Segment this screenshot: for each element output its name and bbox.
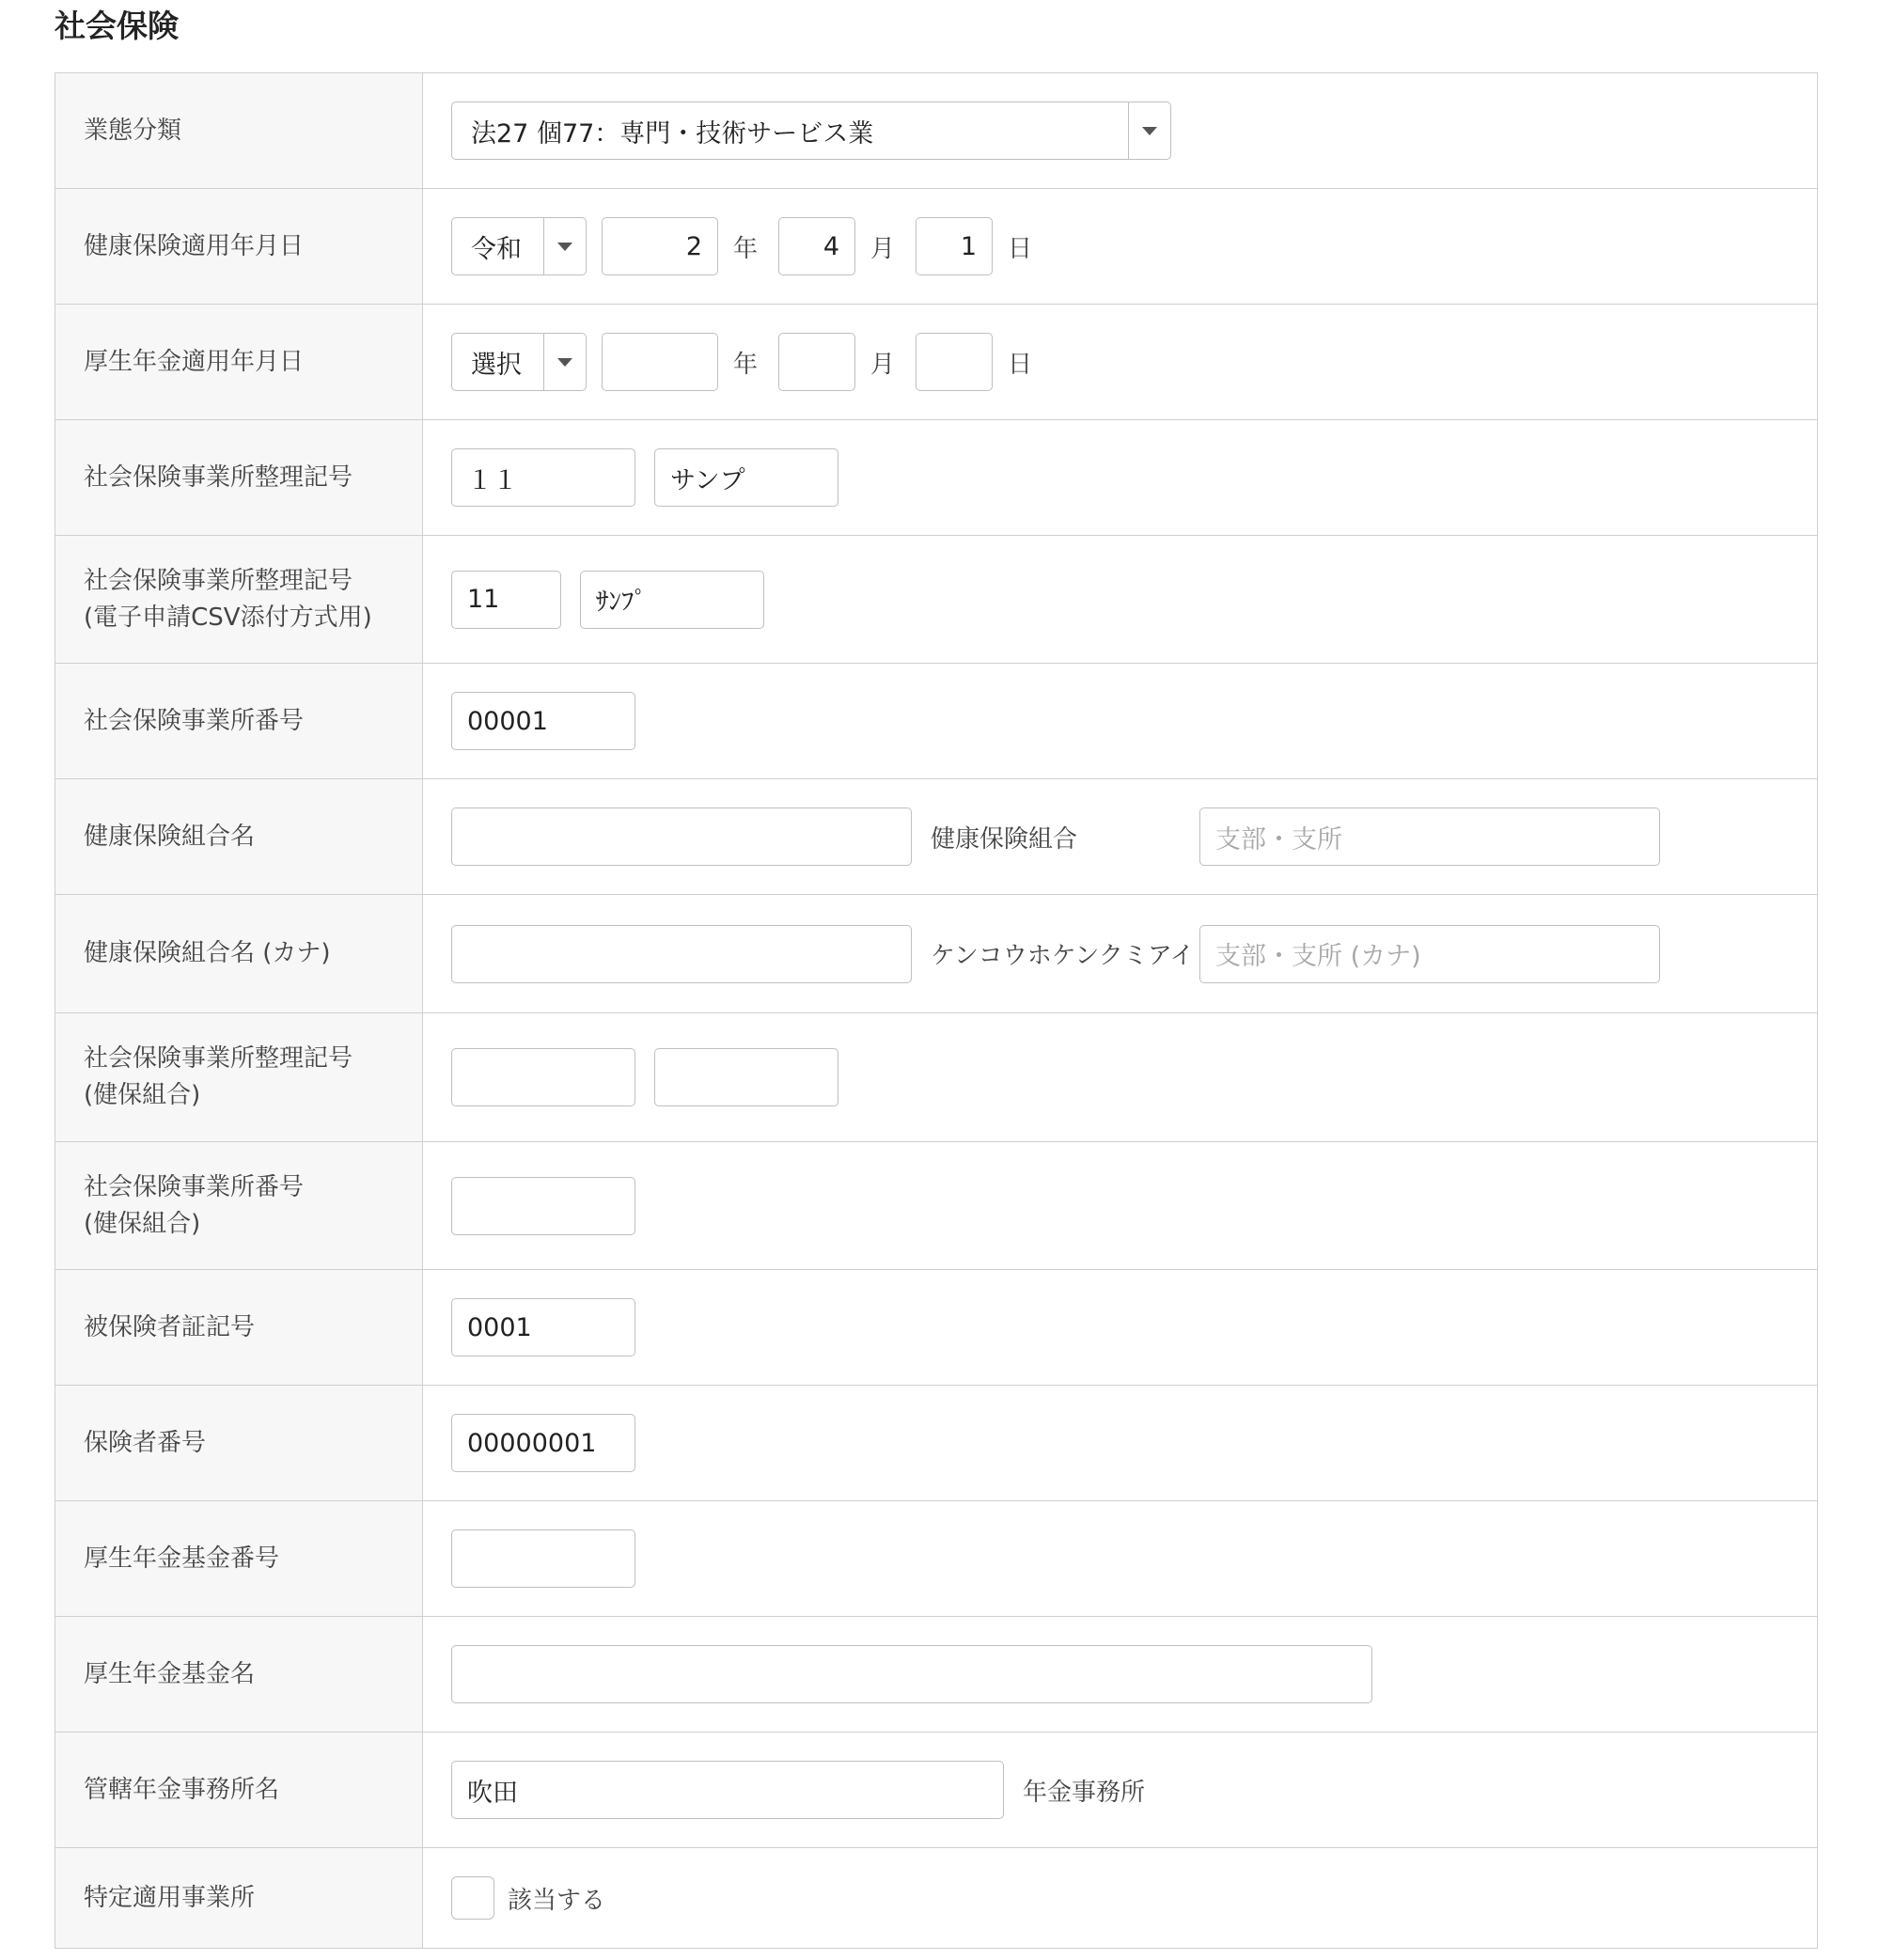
specific-office-checkbox-label[interactable]: 該当する	[508, 1886, 606, 1915]
union-office-symbol-kana-input[interactable]	[654, 1048, 838, 1106]
day-unit: 日	[1008, 234, 1033, 263]
pension-office-suffix: 年金事務所	[1023, 1778, 1146, 1807]
office-symbol-csv-code-input[interactable]: 11	[451, 571, 561, 629]
union-name-kana-input[interactable]	[451, 925, 912, 983]
union-name-kana-label: 健康保険組合名 (カナ)	[55, 895, 423, 1012]
social-insurance-form	[55, 72, 1818, 1949]
specific-office-label: 特定適用事業所	[55, 1848, 423, 1948]
row-union-name-kana	[55, 895, 1817, 1013]
office-symbol-csv-sublabel: (電子申請CSV添付方式用)	[84, 603, 372, 632]
health-year-input[interactable]: 2	[602, 217, 718, 275]
row-pension-fund-number	[55, 1501, 1817, 1617]
insured-card-symbol-label: 被保険者証記号	[55, 1270, 423, 1385]
union-name-input[interactable]	[451, 808, 912, 866]
row-office-symbol-csv	[55, 536, 1817, 664]
day-unit: 日	[1008, 350, 1033, 379]
pension-era-value: 選択	[471, 350, 522, 380]
pension-office-input[interactable]: 吹田	[451, 1761, 1004, 1819]
health-era-select[interactable]	[451, 217, 587, 275]
pension-era-select[interactable]	[451, 333, 587, 391]
union-kana-suffix-label: ケンコウホケンクミアイ	[931, 942, 1195, 970]
union-suffix-label: 健康保険組合	[931, 824, 1078, 854]
chevron-down-icon[interactable]	[543, 218, 586, 274]
insured-card-symbol-input[interactable]: 0001	[451, 1298, 635, 1356]
union-office-symbol-code-input[interactable]	[451, 1048, 635, 1106]
row-insurer-number	[55, 1386, 1817, 1501]
pension-date-label: 厚生年金適用年月日	[55, 305, 423, 419]
office-symbol-kana-input[interactable]: サンプ	[654, 448, 838, 507]
business-category-value: 法27 個77：専門・技術サービス業	[471, 118, 874, 149]
year-unit: 年	[733, 234, 759, 263]
office-symbol-label: 社会保険事業所整理記号	[55, 420, 423, 535]
pension-fund-name-input[interactable]	[451, 1645, 1372, 1703]
union-office-symbol-label: 社会保険事業所整理記号	[84, 1044, 353, 1073]
insurer-number-label: 保険者番号	[55, 1386, 423, 1500]
row-union-name	[55, 779, 1817, 895]
row-union-office-symbol	[55, 1013, 1817, 1142]
union-office-number-sublabel: (健保組合)	[84, 1209, 201, 1238]
month-unit: 月	[870, 234, 896, 263]
chevron-down-icon[interactable]	[1128, 102, 1170, 159]
specific-office-checkbox[interactable]	[451, 1876, 494, 1920]
chevron-down-icon[interactable]	[543, 334, 586, 390]
office-symbol-code-input[interactable]: １１	[451, 448, 635, 507]
pension-fund-number-input[interactable]	[451, 1529, 635, 1588]
pension-office-label: 管轄年金事務所名	[55, 1733, 423, 1847]
row-pension-fund-name	[55, 1617, 1817, 1733]
row-business-category	[55, 73, 1817, 189]
business-category-select[interactable]	[451, 102, 1171, 160]
pension-year-input[interactable]	[602, 333, 718, 391]
union-office-number-label: 社会保険事業所番号	[84, 1172, 305, 1201]
health-date-label: 健康保険適用年月日	[55, 189, 423, 304]
pension-fund-name-label: 厚生年金基金名	[55, 1617, 423, 1732]
row-pension-office	[55, 1733, 1817, 1848]
row-health-date	[55, 189, 1817, 305]
pension-month-input[interactable]	[778, 333, 855, 391]
office-symbol-csv-label: 社会保険事業所整理記号	[84, 566, 353, 595]
row-specific-office	[55, 1848, 1817, 1948]
month-unit: 月	[870, 350, 896, 379]
year-unit: 年	[733, 350, 759, 379]
union-name-label: 健康保険組合名	[55, 779, 423, 894]
insurer-number-input[interactable]: 00000001	[451, 1414, 635, 1472]
row-office-number	[55, 664, 1817, 779]
union-branch-kana-input[interactable]: 支部・支所 (カナ)	[1199, 925, 1660, 983]
health-day-input[interactable]: 1	[916, 217, 993, 275]
union-office-number-input[interactable]	[451, 1177, 635, 1235]
row-insured-card-symbol	[55, 1270, 1817, 1386]
office-number-label: 社会保険事業所番号	[55, 664, 423, 778]
health-month-input[interactable]: 4	[778, 217, 855, 275]
row-union-office-number	[55, 1142, 1817, 1270]
office-symbol-csv-kana-input[interactable]: ｻﾝﾌﾟ	[580, 571, 764, 629]
pension-day-input[interactable]	[916, 333, 993, 391]
pension-fund-number-label: 厚生年金基金番号	[55, 1501, 423, 1616]
union-branch-input[interactable]: 支部・支所	[1199, 808, 1660, 866]
row-pension-date	[55, 305, 1817, 420]
row-office-symbol	[55, 420, 1817, 536]
union-office-symbol-sublabel: (健保組合)	[84, 1081, 201, 1109]
office-number-input[interactable]: 00001	[451, 692, 635, 750]
business-category-label: 業態分類	[55, 73, 423, 188]
health-era-value: 令和	[471, 234, 522, 264]
page-title: 社会保険	[55, 8, 179, 44]
